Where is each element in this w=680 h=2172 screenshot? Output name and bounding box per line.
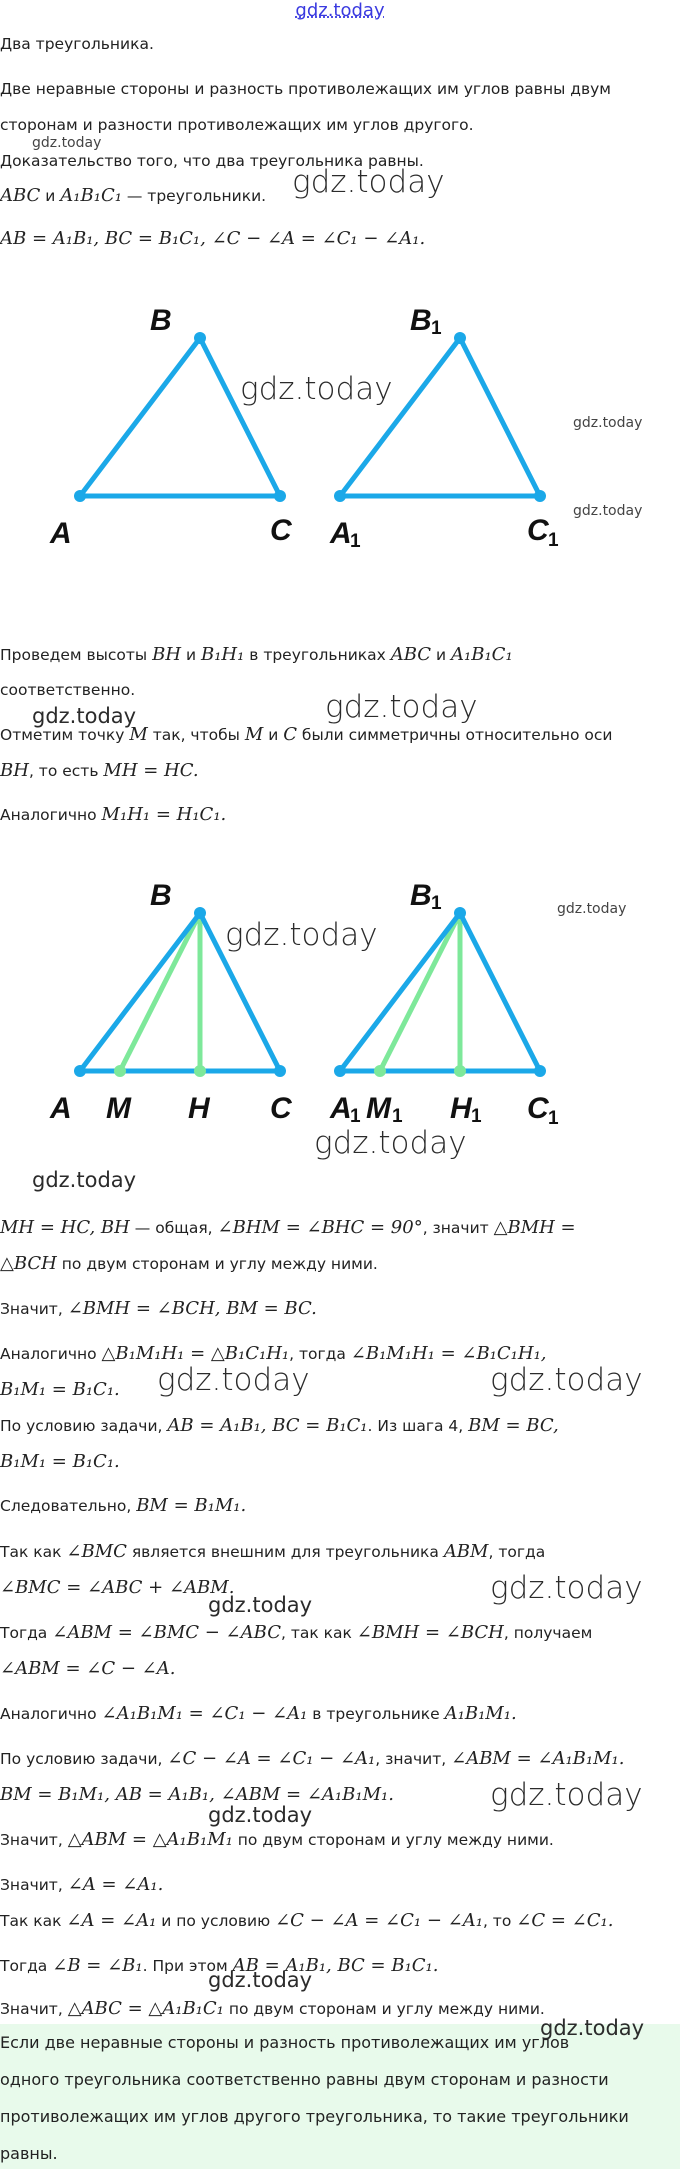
vertex-c bbox=[274, 490, 286, 502]
label-a1: A bbox=[330, 1092, 352, 1125]
label-b1-sub: 1 bbox=[431, 318, 442, 339]
triangle-a1b1c1 bbox=[340, 338, 540, 496]
label-c1: C bbox=[527, 1092, 549, 1125]
text-line: BH, то есть MH = HC. bbox=[0, 760, 199, 781]
text-line: Значит, △ABM = △A₁B₁M₁ по двум сторонам и углу между ними. bbox=[0, 1829, 554, 1850]
vertex-b1 bbox=[454, 332, 466, 344]
vertex-b bbox=[194, 907, 206, 919]
label-b1: B bbox=[410, 879, 432, 912]
watermark: gdz.today bbox=[490, 1777, 643, 1813]
vertex-a1 bbox=[334, 490, 346, 502]
vertex-a1 bbox=[334, 1065, 346, 1077]
vertex-a bbox=[74, 490, 86, 502]
math-line: ∠BMC = ∠ABC + ∠ABM. bbox=[0, 1577, 235, 1598]
math-line: B₁M₁ = B₁C₁. bbox=[0, 1451, 120, 1472]
vertex-b1 bbox=[454, 907, 466, 919]
label-h1-sub: 1 bbox=[471, 1106, 482, 1125]
vertex-c bbox=[274, 1065, 286, 1077]
watermark: gdz.today bbox=[32, 704, 137, 728]
label-h1: H bbox=[450, 1092, 472, 1125]
point-h1 bbox=[454, 1065, 466, 1077]
text-line: Значит, ∠A = ∠A₁. bbox=[0, 1874, 164, 1895]
conclusion-line: Если две неравные стороны и разность противолежащих им углов bbox=[0, 2033, 570, 2052]
watermark: gdz.today bbox=[225, 917, 378, 953]
math-line: BM = B₁M₁, AB = A₁B₁, ∠ABM = ∠A₁B₁M₁. bbox=[0, 1784, 394, 1805]
watermark: gdz.today bbox=[157, 1362, 310, 1398]
text-line: Тогда ∠ABM = ∠BMC − ∠ABC, так как ∠BMH = ∠BCH, получаем bbox=[0, 1622, 593, 1643]
label-c: C bbox=[270, 1092, 292, 1125]
vertex-c1 bbox=[534, 490, 546, 502]
watermark: gdz.today bbox=[573, 503, 643, 519]
text-line: Тогда ∠B = ∠B₁. При этом AB = A₁B₁, BC = B₁C₁. bbox=[0, 1955, 439, 1976]
label-b: B bbox=[150, 304, 172, 337]
text-line: По условию задачи, AB = A₁B₁, BC = B₁C₁. Из шага 4, BM = BC, bbox=[0, 1415, 559, 1436]
text-line: Аналогично M₁H₁ = H₁C₁. bbox=[0, 804, 227, 825]
label-c: C bbox=[270, 514, 292, 547]
label-a1: A bbox=[330, 517, 352, 550]
text-line: Отметим точку M так, чтобы M и C были симметричны относительно оси bbox=[0, 724, 613, 745]
point-m bbox=[114, 1065, 126, 1077]
text-line: Две неравные стороны и разность противолежащих им углов равны двум bbox=[0, 80, 611, 98]
label-m: M bbox=[106, 1092, 131, 1125]
text-line: сторонам и разности противолежащих им углов другого. bbox=[0, 116, 474, 134]
label-a: A bbox=[50, 517, 72, 550]
text-line: Аналогично △B₁M₁H₁ = △B₁C₁H₁, тогда ∠B₁M₁H₁ = ∠B₁C₁H₁, bbox=[0, 1343, 547, 1364]
conclusion-line: равны. bbox=[0, 2144, 58, 2163]
watermark: gdz.today bbox=[325, 689, 478, 725]
point-h bbox=[194, 1065, 206, 1077]
text-line: Аналогично ∠A₁B₁M₁ = ∠C₁ − ∠A₁ в треугольнике A₁B₁M₁. bbox=[0, 1703, 517, 1724]
segment-bm bbox=[120, 913, 200, 1071]
watermark: gdz.today bbox=[573, 415, 643, 431]
triangle-abc bbox=[80, 338, 280, 496]
label-b: B bbox=[150, 879, 172, 912]
label-a: A bbox=[50, 1092, 72, 1125]
text-line: △BCH по двум сторонам и углу между ними. bbox=[0, 1253, 378, 1274]
watermark: gdz.today bbox=[292, 164, 445, 200]
vertex-a bbox=[74, 1065, 86, 1077]
watermark: gdz.today bbox=[32, 135, 102, 151]
text-line: Проведем высоты BH и B₁H₁ в треугольниках ABC и A₁B₁C₁ bbox=[0, 644, 513, 665]
label-m1: M bbox=[366, 1092, 391, 1125]
site-header-link[interactable]: gdz.today bbox=[295, 0, 385, 21]
label-a1-sub: 1 bbox=[350, 531, 361, 550]
watermark: gdz.today bbox=[490, 1362, 643, 1398]
segment-b1m1 bbox=[380, 913, 460, 1071]
text-line: ABC и A₁B₁C₁ — треугольники. bbox=[0, 185, 267, 206]
math-line: ∠ABM = ∠C − ∠A. bbox=[0, 1658, 176, 1679]
text-line: соответственно. bbox=[0, 681, 136, 699]
point-m1 bbox=[374, 1065, 386, 1077]
math-line: AB = A₁B₁, BC = B₁C₁, ∠C − ∠A = ∠C₁ − ∠A₁. bbox=[0, 228, 426, 249]
text-line: Доказательство того, что два треугольника равны. bbox=[0, 152, 424, 170]
watermark: gdz.today bbox=[32, 1168, 137, 1192]
watermark: gdz.today bbox=[208, 1803, 313, 1827]
label-c1-sub: 1 bbox=[548, 1108, 559, 1125]
conclusion-box bbox=[0, 2024, 680, 2169]
text-line: Два треугольника. bbox=[0, 35, 154, 53]
text-line: Так как ∠BMC является внешним для треугольника ABM, тогда bbox=[0, 1541, 546, 1562]
watermark: gdz.today bbox=[490, 1570, 643, 1606]
watermark: gdz.today bbox=[240, 371, 393, 407]
text-line: По условию задачи, ∠C − ∠A = ∠C₁ − ∠A₁, значит, ∠ABM = ∠A₁B₁M₁. bbox=[0, 1748, 625, 1769]
label-a1-sub: 1 bbox=[350, 1106, 361, 1125]
label-c1: C bbox=[527, 514, 549, 547]
label-c1-sub: 1 bbox=[548, 530, 559, 550]
conclusion-line: одного треугольника соответственно равны двум сторонам и разности bbox=[0, 2070, 609, 2089]
text-line: MH = HC, BH — общая, ∠BHM = ∠BHC = 90°, значит △BMH = bbox=[0, 1217, 576, 1238]
text-line: Значит, ∠BMH = ∠BCH, BM = BC. bbox=[0, 1298, 317, 1319]
conclusion-line: противолежащих им углов другого треугольника, то такие треугольники bbox=[0, 2107, 629, 2126]
label-h: H bbox=[188, 1092, 210, 1125]
watermark: gdz.today bbox=[540, 2016, 645, 2040]
watermark: gdz.today bbox=[314, 1125, 467, 1161]
text-line: Значит, △ABC = △A₁B₁C₁ по двум сторонам и углу между ними. bbox=[0, 1998, 545, 2019]
vertex-c1 bbox=[534, 1065, 546, 1077]
watermark: gdz.today bbox=[208, 1968, 313, 1992]
label-b1-sub: 1 bbox=[431, 893, 442, 914]
text-line: Так как ∠A = ∠A₁ и по условию ∠C − ∠A = ∠C₁ − ∠A₁, то ∠C = ∠C₁. bbox=[0, 1910, 614, 1931]
math-line: B₁M₁ = B₁C₁. bbox=[0, 1379, 120, 1400]
label-m1-sub: 1 bbox=[392, 1106, 403, 1125]
text-line: Следовательно, BM = B₁M₁. bbox=[0, 1495, 247, 1516]
watermark: gdz.today bbox=[208, 1593, 313, 1617]
watermark: gdz.today bbox=[557, 901, 627, 917]
label-b1: B bbox=[410, 304, 432, 337]
vertex-b bbox=[194, 332, 206, 344]
